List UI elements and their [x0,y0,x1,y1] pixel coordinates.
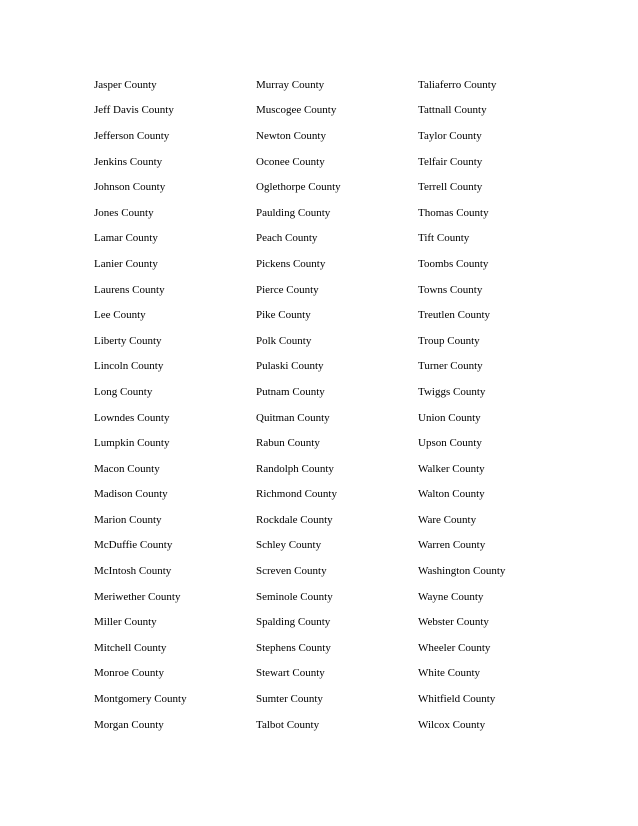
county-row [94,584,538,610]
county-name-col-1: Madison County [94,488,168,501]
county-name-col-1: Jeff Davis County [94,104,174,117]
county-name-col-1: Lincoln County [94,360,164,373]
county-name-col-1: McIntosh County [94,565,172,578]
county-name-col-1: McDuffie County [94,539,173,552]
county-row [94,609,538,635]
county-name-col-1: Lamar County [94,232,158,245]
county-name-col-2: Rabun County [256,437,320,450]
county-name-col-2: Stephens County [256,641,331,654]
county-name-col-2: Rockdale County [256,513,333,526]
county-name-col-1: Lanier County [94,257,158,270]
county-row [94,482,538,508]
county-name-col-3: Warren County [418,539,486,552]
county-name-col-3: Towns County [418,283,483,296]
county-name-col-2: Seminole County [256,590,333,603]
county-row [94,507,538,533]
county-name-col-3: Whitfield County [418,693,496,706]
county-name-col-1: Lee County [94,309,146,322]
county-row [94,302,538,328]
county-row [94,226,538,252]
county-name-col-3: Terrell County [418,181,483,194]
county-name-col-1: Montgomery County [94,693,187,706]
county-row [94,712,538,738]
county-row [94,405,538,431]
county-name-col-1: Miller County [94,616,157,629]
county-row [94,123,538,149]
county-row [94,98,538,124]
county-row [94,558,538,584]
county-name-col-3: Walton County [418,488,485,501]
county-name-col-1: Liberty County [94,334,162,347]
county-name-col-1: Lowndes County [94,411,170,424]
county-name-col-2: Richmond County [256,488,337,501]
county-row [94,200,538,226]
county-name-col-1: Long County [94,385,153,398]
county-name-col-2: Polk County [256,334,312,347]
county-name-col-3: Wilcox County [418,718,486,731]
county-name-col-2: Randolph County [256,462,334,475]
county-name-col-2: Spalding County [256,616,331,629]
county-name-col-3: Union County [418,411,481,424]
county-name-col-3: Walker County [418,462,485,475]
county-name-col-1: Marion County [94,513,162,526]
county-name-col-2: Sumter County [256,693,323,706]
county-row [94,149,538,175]
county-name-col-1: Laurens County [94,283,165,296]
county-name-col-1: Mitchell County [94,641,167,654]
county-name-col-3: Ware County [418,513,477,526]
county-name-col-3: Wayne County [418,590,484,603]
county-row [94,328,538,354]
county-name-col-3: Upson County [418,437,482,450]
county-name-col-2: Putnam County [256,385,325,398]
county-name-col-3: Toombs County [418,257,489,270]
county-row [94,533,538,559]
county-name-col-2: Pierce County [256,283,319,296]
county-row [94,635,538,661]
county-row [94,430,538,456]
county-name-col-2: Paulding County [256,206,331,219]
county-row [94,72,538,98]
county-row [94,277,538,303]
county-name-col-2: Talbot County [256,718,320,731]
county-row [94,354,538,380]
county-name-col-3: Treutlen County [418,309,491,322]
county-name-col-3: Wheeler County [418,641,491,654]
county-name-col-1: Meriwether County [94,590,181,603]
county-name-col-3: Thomas County [418,206,489,219]
county-name-col-3: Tift County [418,232,470,245]
county-name-col-3: Turner County [418,360,483,373]
county-name-col-3: Taliaferro County [418,78,497,91]
county-name-col-2: Muscogee County [256,104,337,117]
county-name-col-2: Stewart County [256,667,325,680]
county-name-col-3: Twiggs County [418,385,486,398]
county-row [94,251,538,277]
county-row [94,379,538,405]
county-name-col-2: Newton County [256,129,326,142]
county-name-col-3: Taylor County [418,129,482,142]
county-name-col-3: Webster County [418,616,489,629]
county-name-col-1: Macon County [94,462,160,475]
county-name-col-2: Oglethorpe County [256,181,341,194]
county-name-col-2: Pulaski County [256,360,324,373]
county-name-col-2: Quitman County [256,411,330,424]
county-row [94,174,538,200]
county-name-col-1: Jefferson County [94,129,170,142]
county-name-col-1: Morgan County [94,718,164,731]
county-name-col-1: Jasper County [94,78,157,91]
county-row [94,661,538,687]
county-name-col-1: Lumpkin County [94,437,170,450]
county-name-col-1: Monroe County [94,667,164,680]
county-name-col-2: Oconee County [256,155,325,168]
county-name-col-2: Murray County [256,78,325,91]
county-name-col-2: Peach County [256,232,318,245]
county-name-col-2: Schley County [256,539,322,552]
county-name-col-3: Washington County [418,565,506,578]
county-name-col-3: White County [418,667,481,680]
county-name-col-2: Screven County [256,565,327,578]
county-row [94,686,538,712]
county-row [94,456,538,482]
county-list-table [94,72,538,737]
county-name-col-1: Jenkins County [94,155,163,168]
county-name-col-3: Telfair County [418,155,483,168]
county-name-col-2: Pike County [256,309,311,322]
county-name-col-1: Johnson County [94,181,166,194]
county-name-col-2: Pickens County [256,257,326,270]
county-name-col-1: Jones County [94,206,154,219]
county-name-col-3: Troup County [418,334,480,347]
county-name-col-3: Tattnall County [418,104,487,117]
